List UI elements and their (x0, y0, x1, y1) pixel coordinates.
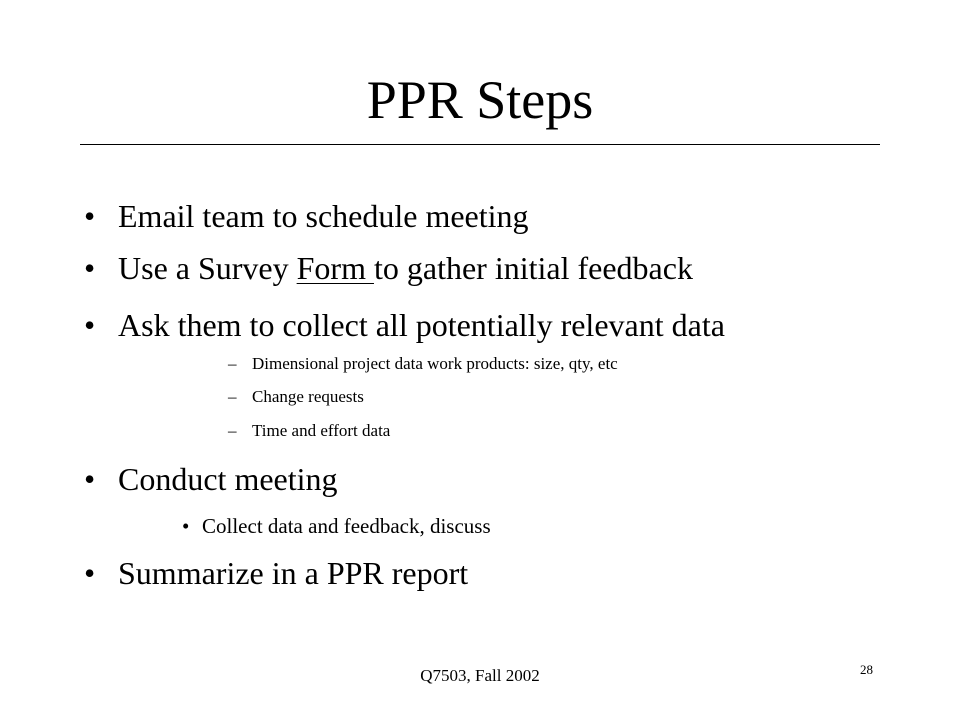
sub-bullet-text: Collect data and feedback, discuss (202, 514, 491, 538)
bullet-text-after: to gather initial feedback (373, 250, 693, 286)
bullet-marker: • (84, 250, 96, 286)
survey-form-link[interactable]: Form (296, 250, 374, 286)
bullet-marker: • (84, 555, 96, 591)
bullet-text: Summarize in a PPR report (118, 555, 469, 591)
bullet-text: Ask them to collect all potentially relevant data (118, 307, 725, 343)
dash-marker: – (228, 354, 237, 373)
bullet-marker: • (84, 307, 96, 343)
dash-marker: – (228, 387, 237, 406)
slide-title: PPR Steps (366, 70, 594, 130)
dash-text: Change requests (252, 387, 364, 406)
bullet-text: Email team to schedule meeting (118, 198, 529, 234)
title-divider (80, 144, 880, 145)
sub-bullet-marker: • (182, 514, 190, 538)
bullet-text (118, 248, 693, 288)
footer-course: Q7503, Fall 2002 (420, 666, 540, 685)
dash-text: Dimensional project data work products: size, qty, etc (252, 354, 618, 373)
bullet-marker: • (84, 198, 96, 234)
bullet-text-before: Use a Survey (118, 250, 297, 286)
dash-text: Time and effort data (252, 421, 391, 440)
dash-marker: – (228, 421, 237, 440)
bullet-text: Conduct meeting (118, 461, 338, 497)
page-number: 28 (860, 662, 873, 677)
bullet-marker: • (84, 461, 96, 497)
